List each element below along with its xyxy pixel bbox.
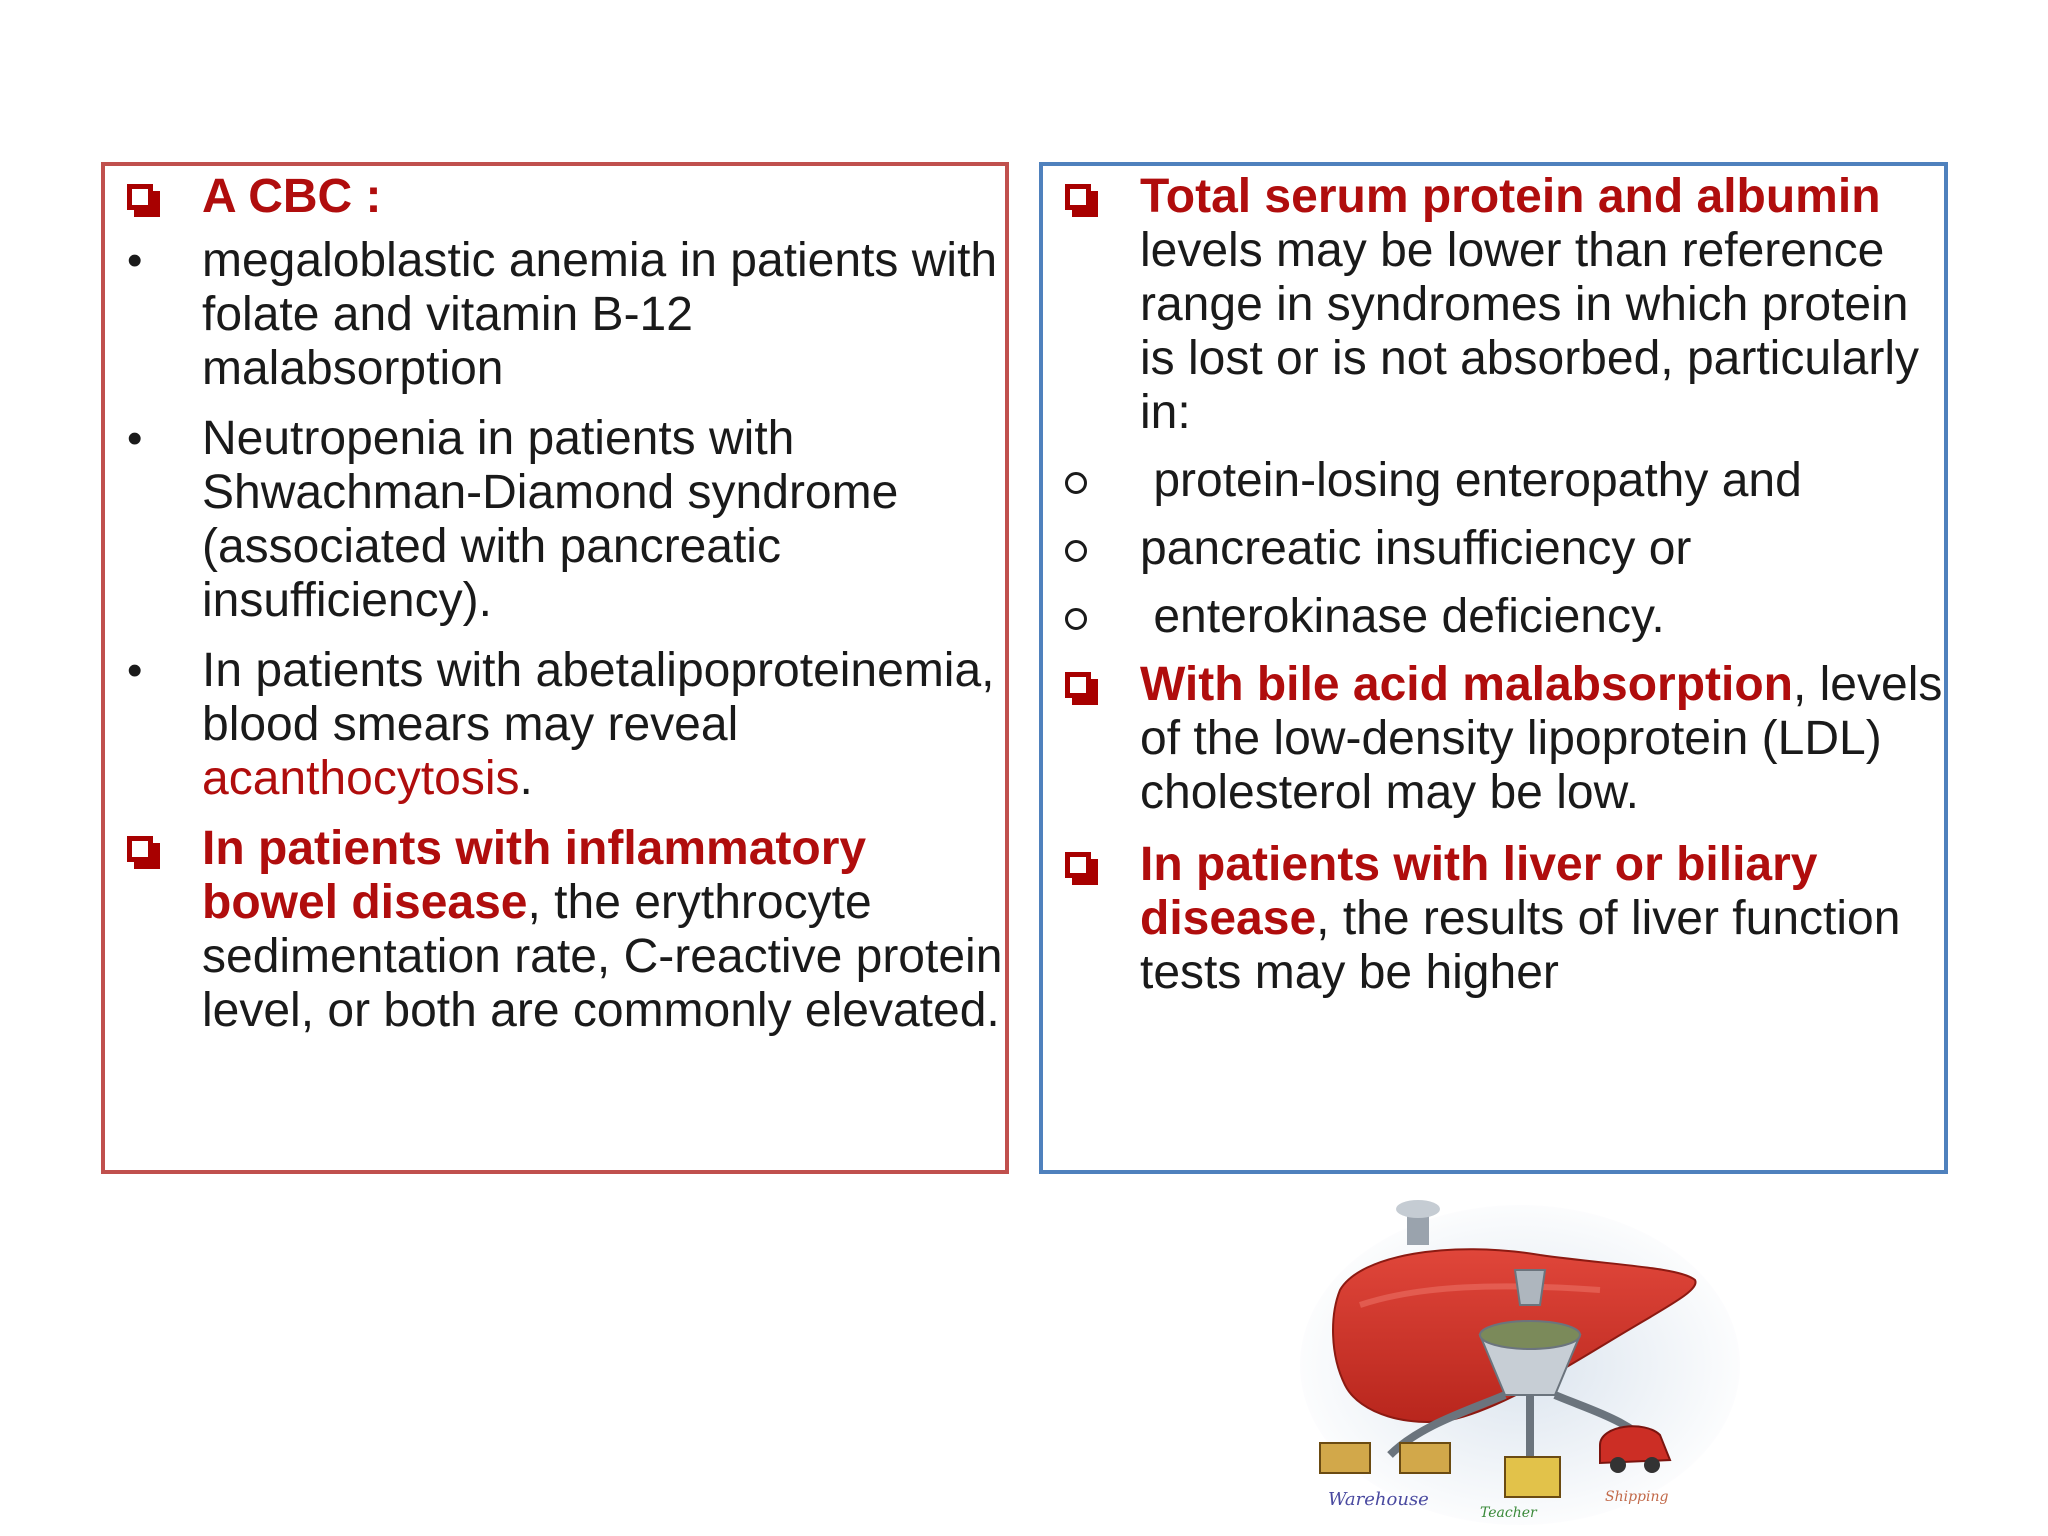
bullet-icon: • [127, 646, 143, 695]
cbc-bullet-1 [105, 234, 1005, 396]
bile-text: , levels of the low-density lipoprotein (LDL) cholesterol may be low. [1140, 658, 1943, 819]
checkbox-bullet-icon [127, 184, 161, 218]
sub-item-text: pancreatic insufficiency or [1140, 522, 1692, 575]
sub-item-3 [1043, 590, 1944, 644]
bullet-icon: • [127, 414, 143, 463]
warehouse-label: Warehouse [1328, 1489, 1429, 1510]
bullet-icon: • [127, 236, 143, 285]
liver-heading: In patients with liver or biliary disease [1140, 838, 1818, 945]
protein-heading: Total serum protein and albumin [1140, 170, 1881, 223]
circle-bullet-icon [1065, 608, 1087, 630]
ibd-heading: In patients with inflammatory bowel disease [202, 822, 867, 929]
sub-item-text: enterokinase deficiency. [1140, 590, 1665, 643]
circle-bullet-icon [1065, 472, 1087, 494]
sub-item-2 [1043, 522, 1944, 576]
liver-text: , the results of liver function tests may be higher [1140, 892, 1901, 999]
inlet-cap-icon [1396, 1200, 1440, 1218]
cbc-bullet-2 [105, 412, 1005, 628]
bullet-text: In patients with abetalipoproteinemia, blood smears may reveal [202, 644, 995, 751]
bullet-end: . [519, 752, 533, 805]
sub-item-1 [1043, 454, 1944, 508]
bullet-text: megaloblastic anemia in patients with folate and vitamin B-12 malabsorption [202, 234, 998, 395]
acanthocytosis-term: acanthocytosis [202, 752, 520, 805]
warehouse-box-icon [1320, 1443, 1370, 1473]
circle-bullet-icon [1065, 540, 1087, 562]
checkbox-bullet-icon [1065, 184, 1099, 218]
sub-item-text: protein-losing enteropathy and [1140, 454, 1802, 507]
storage-box-icon [1400, 1443, 1450, 1473]
funnel-icon [1515, 1270, 1545, 1305]
right-panel [1039, 162, 1948, 1174]
protein-row [1043, 170, 1944, 440]
checkbox-bullet-icon [127, 836, 161, 870]
shipping-label: Shipping [1605, 1489, 1669, 1505]
liver-illustration [1300, 1195, 1740, 1525]
checkbox-bullet-icon [1065, 672, 1099, 706]
bile-row [1043, 658, 1944, 820]
ibd-row [105, 822, 1005, 1038]
cbc-bullet-3 [105, 644, 1005, 806]
checkbox-bullet-icon [1065, 852, 1099, 886]
cbc-heading-row [105, 170, 1005, 224]
bucket-icon [1505, 1457, 1560, 1497]
bullet-text: Neutropenia in patients with Shwachman-Diamond syndrome (associated with pancreatic insufficiency). [202, 412, 899, 627]
protein-text: levels may be lower than reference range in syndromes in which protein is lost or is not absorbed, particularly in: [1140, 224, 1920, 439]
left-panel [101, 162, 1009, 1174]
liver-row [1043, 838, 1944, 1000]
bile-heading: With bile acid malabsorption [1140, 658, 1793, 711]
ibd-text: , the erythrocyte sedimentation rate, C-reactive protein level, or both are commonly elevated. [202, 876, 1003, 1037]
cbc-heading: A CBC : [202, 170, 382, 223]
teacher-label: Teacher [1480, 1505, 1537, 1521]
